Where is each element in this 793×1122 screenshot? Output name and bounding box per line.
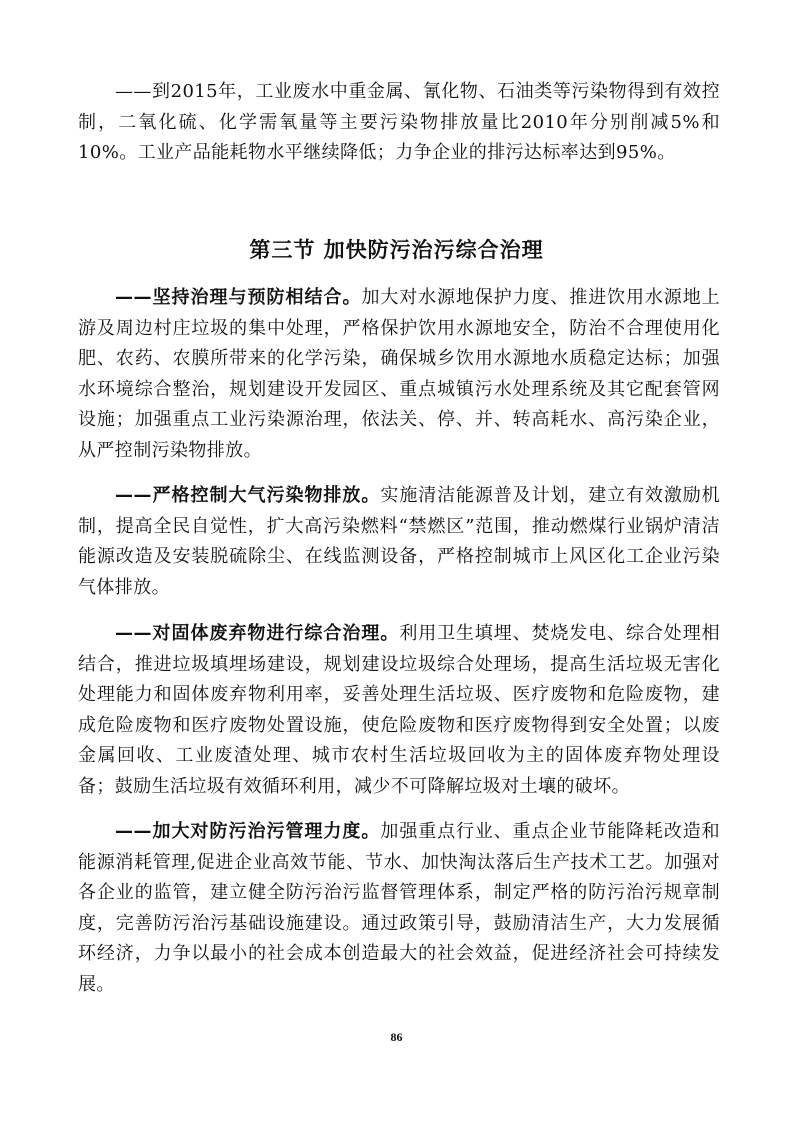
measure-heading: ——加大对防污治污管理力度。 bbox=[115, 821, 381, 842]
measure-paragraph-water bbox=[78, 283, 720, 467]
measure-paragraph-solid-waste bbox=[78, 619, 720, 803]
measure-body: 实施清洁能源普及计划，建立有效激励机制，提高全民自觉性，扩大高污染燃料“禁燃区”范围，推动燃煤行业锅炉清洁能源改造及安装脱硫除尘、在线监测设备，严格控制城市上风区化工企业污染气体排放。 bbox=[78, 485, 721, 598]
measure-body: 加强重点行业、重点企业节能降耗改造和能源消耗管理,促进企业高效节能、节水、加快淘汰落后生产技术工艺。加强对各企业的监管，建立健全防污治污监督管理体系，制定严格的防污治污规章制度，完善防污治污基础设施建设。通过政策引导，鼓励清洁生产，大力发展循环经济，力争以最小的社会成本创造最大的社会效益，促进经济社会可持续发展。 bbox=[78, 821, 721, 995]
measure-body: 利用卫生填埋、焚烧发电、综合处理相结合，推进垃圾填埋场建设，规划建设垃圾综合处理场，提高生活垃圾无害化处理能力和固体废弃物利用率，妥善处理生活垃圾、医疗废物和危险废物，建成危险废物和医疗废物处置设施，使危险废物和医疗废物得到安全处置；以废金属回收、工业废渣处理、城市农村生活垃圾回收为主的固体废弃物处理设备；鼓励生活垃圾有效循环利用，减少不可降解垃圾对土壤的破坏。 bbox=[78, 623, 720, 797]
intro-paragraph-text: ——到2015年，工业废水中重金属、氰化物、石油类等污染物得到有效控制，二氧化硫、化学需氧量等主要污染物排放量比2010年分别削减5%和10%。工业产品能耗物水平继续降低；力争企业的排污达标率达到95%。 bbox=[78, 81, 720, 164]
intro-paragraph bbox=[78, 77, 720, 169]
measure-heading: ——严格控制大气污染物排放。 bbox=[115, 485, 381, 506]
measure-paragraph-air bbox=[78, 481, 720, 603]
measure-body: 加大对水源地保护力度、推进饮用水源地上游及周边村庄垃圾的集中处理，严格保护饮用水源地安全，防治不合理使用化肥、农药、农膜所带来的化学污染，确保城乡饮用水源地水质稳定达标；加强水环境综合整治，规划建设开发园区、重点城镇污水处理系统及其它配套管网设施；加强重点工业污染源治理，依法关、停、并、转高耗水、高污染企业，从严控制污染物排放。 bbox=[78, 287, 721, 461]
measure-paragraph-management bbox=[78, 817, 720, 1001]
measure-heading: ——对固体废弃物进行综合治理。 bbox=[115, 623, 400, 644]
section-title: 第三节 加快防污治污综合治理 bbox=[249, 238, 544, 262]
measure-heading: ——坚持治理与预防相结合。 bbox=[115, 287, 362, 308]
page-number: 86 bbox=[390, 1030, 403, 1044]
